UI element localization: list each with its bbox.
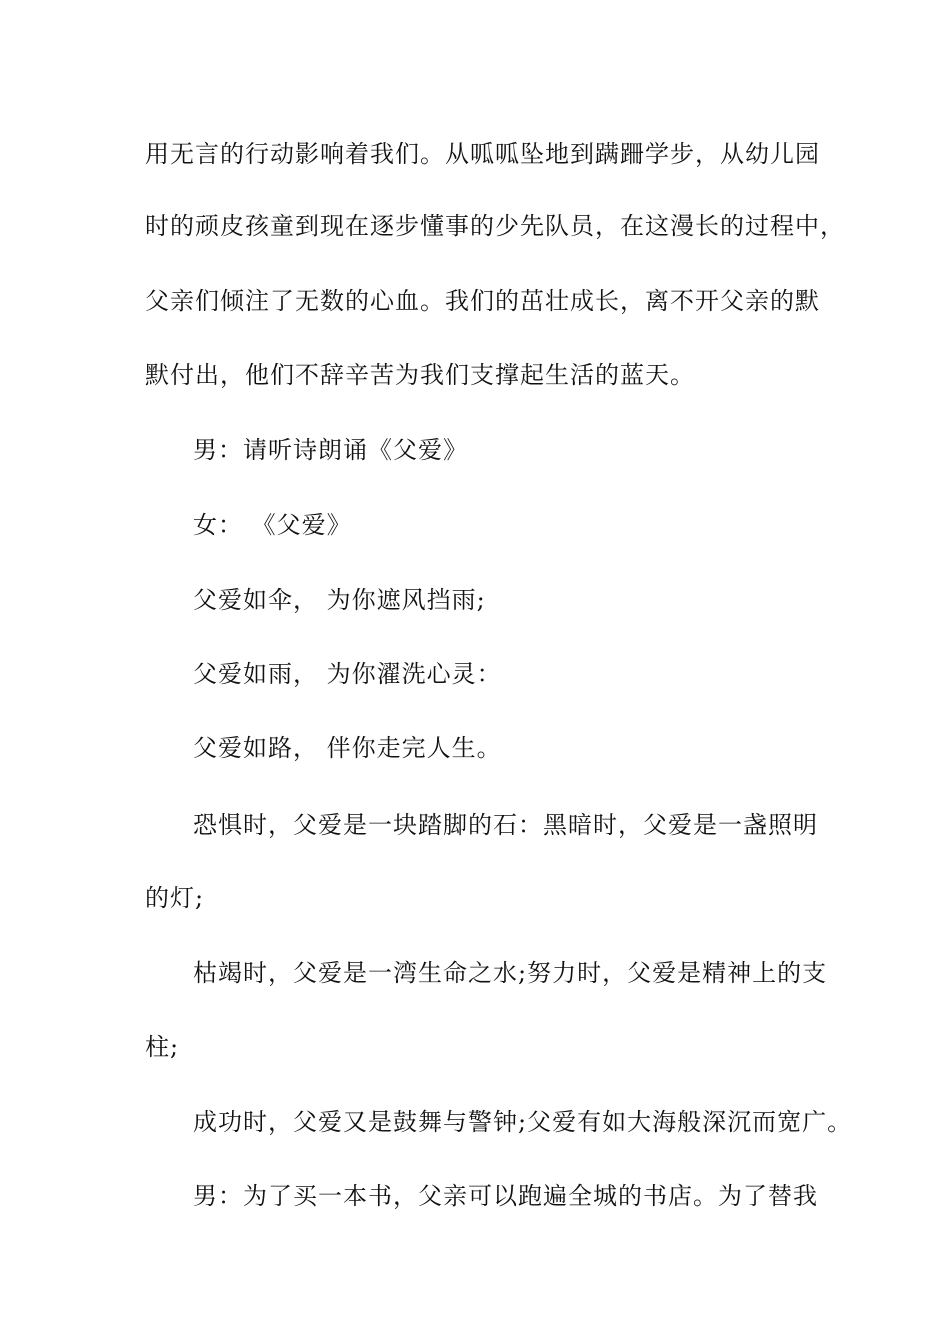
speaker-line-male: 男：为了买一本书，父亲可以跑遍全城的书店。为了替我 <box>193 1182 818 1210</box>
poem-line: 父爱如雨， 为你濯洗心灵： <box>193 660 502 688</box>
poem-line: 枯竭时，父爱是一湾生命之水;努力时，父爱是精神上的支 <box>193 959 828 987</box>
poem-line-continuation: 的灯; <box>145 884 205 912</box>
paragraph-line: 父亲们倾注了无数的心血。我们的茁壮成长，离不开父亲的默 <box>145 287 820 315</box>
speaker-line-female: 女： 《父爱》 <box>193 511 352 539</box>
speaker-line-male: 男：请听诗朗诵《父爱》 <box>193 436 468 464</box>
poem-line: 恐惧时，父爱是一块踏脚的石：黑暗时，父爱是一盏照明 <box>193 811 818 839</box>
poem-line: 成功时，父爱又是鼓舞与警钟;父爱有如大海般深沉而宽广。 <box>193 1108 853 1136</box>
poem-line: 父爱如路， 伴你走完人生。 <box>193 734 502 762</box>
paragraph-line: 用无言的行动影响着我们。从呱呱坠地到蹒跚学步，从幼儿园 <box>145 140 820 168</box>
paragraph-line: 默付出，他们不辞辛苦为我们支撑起生活的蓝天。 <box>145 361 695 389</box>
poem-line: 父爱如伞， 为你遮风挡雨; <box>193 586 486 614</box>
poem-line-continuation: 柱; <box>145 1033 180 1061</box>
paragraph-line: 时的顽皮孩童到现在逐步懂事的少先队员，在这漫长的过程中， <box>145 212 845 240</box>
